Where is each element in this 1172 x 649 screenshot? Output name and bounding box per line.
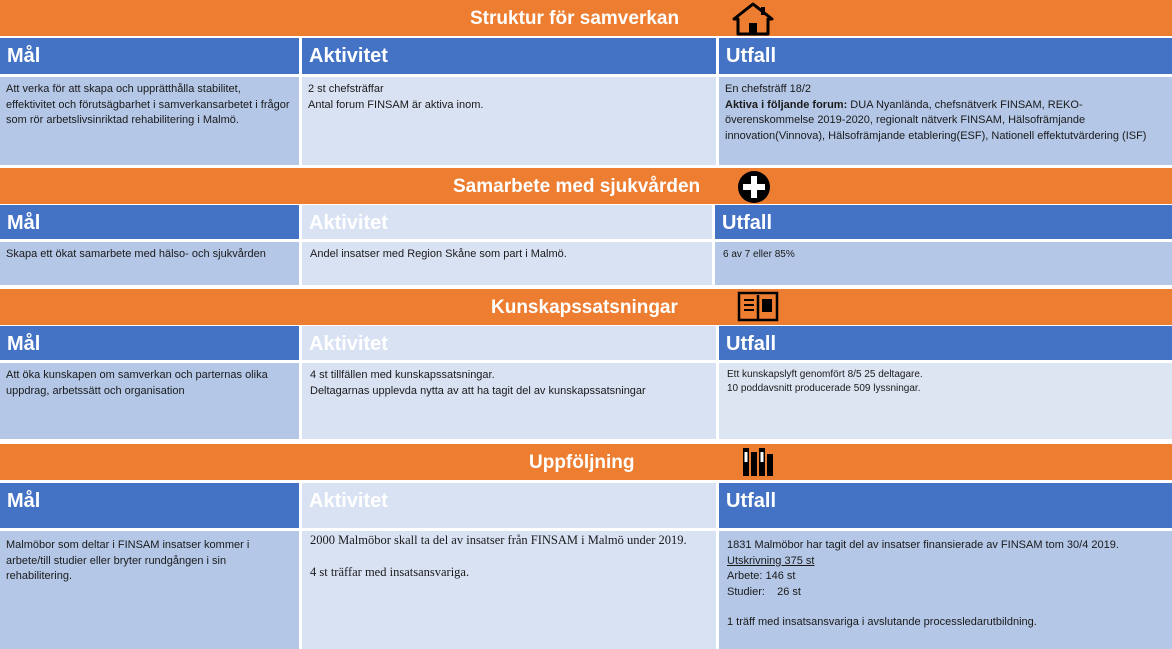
utfall-line: Utskrivning 375 st: [727, 554, 815, 567]
utfall-line: Ett kunskapslyft genomfört 8/5 25 deltagare.: [727, 369, 923, 380]
header-utfall: Utfall: [719, 483, 1172, 528]
header-mal: Mål: [0, 326, 299, 360]
spacer: [310, 548, 710, 564]
cell-mal: [0, 77, 299, 165]
cell-aktivitet: [302, 531, 716, 649]
section-title: Struktur för samverkan: [470, 8, 680, 29]
cell-mal: [0, 363, 299, 439]
utfall-line: 6 av 7 eller 85%: [723, 249, 795, 260]
utfall-line: 10 poddavsnitt producerade 509 lyssningar.: [727, 383, 921, 394]
utfall-rest: DUA Nyanlända, chefsnätverk FINSAM, REKO-överenskommelse 2019-2020, regionalt nätverk FINSAM, Hälsofrämjande innovation(Vinnova), Hälsofrämjande etablering(ESF), Nationell effektutvärdering (ISF): [725, 98, 1147, 142]
plus-circle-icon: [735, 169, 773, 205]
utfall-line: 1831 Malmöbor har tagit del av insatser finansierade av FINSAM tom 30/4 2019.: [727, 539, 1119, 551]
section-title: Kunskapssatsningar: [491, 297, 678, 318]
section-bar-struktur: [0, 0, 1172, 36]
cell-utfall: [719, 363, 1172, 439]
header-utfall: Utfall: [719, 326, 1172, 360]
header-mal: Mål: [0, 483, 299, 528]
aktivitet-line: 4 st träffar med insatsansvariga.: [310, 565, 470, 579]
mal-text: Att verka för att skapa och upprätthålla stabilitet, effektivitet och förutsägbarhet i samverkansarbetet i frågor som rör arbetslivsinriktad rehabilitering i Malmö.: [6, 83, 290, 126]
mal-text: Att öka kunskapen om samverkan och parternas olika uppdrag, arbetssätt och organisation: [6, 369, 268, 397]
header-aktivitet: Aktivitet: [302, 38, 716, 74]
header-aktivitet: Aktivitet: [302, 483, 716, 528]
cell-utfall: [719, 77, 1172, 165]
utfall-line: 1 träff med insatsansvariga i avslutande processledarutbildning.: [727, 616, 1037, 628]
section-title: Uppföljning: [529, 452, 635, 473]
utfall-line: Arbete: 146 st: [727, 570, 796, 582]
mal-text: Malmöbor som deltar i FINSAM insatser kommer i arbete/till studier eller bryter rundgången i sin rehabilitering.: [6, 539, 250, 582]
binders-icon: [741, 446, 775, 478]
header-mal: Mål: [0, 38, 299, 74]
cell-mal: [0, 242, 299, 285]
utfall-forum: [725, 98, 1152, 145]
header-aktivitet: Aktivitet: [302, 326, 716, 360]
book-icon: [737, 291, 779, 323]
cell-aktivitet: [302, 363, 716, 439]
aktivitet-line: Deltagarnas upplevda nytta av att ha tagit del av kunskapssatsningar: [310, 384, 646, 397]
utfall-line: Studier: 26 st: [727, 585, 801, 598]
utfall-bold: Aktiva i följande forum:: [725, 98, 848, 111]
cell-mal: [0, 531, 299, 649]
mal-text: Skapa ett ökat samarbete med hälso- och sjukvården: [6, 248, 266, 260]
aktivitet-line: 2 st chefsträffar: [308, 83, 384, 95]
aktivitet-line: Andel insatser med Region Skåne som part i Malmö.: [310, 248, 567, 260]
header-utfall: Utfall: [719, 38, 1172, 74]
aktivitet-line: 4 st tillfällen med kunskapssatsningar.: [310, 369, 495, 381]
section-bar-kunskap: [0, 289, 1172, 325]
section-title: Samarbete med sjukvården: [453, 176, 701, 197]
header-aktivitet: Aktivitet: [302, 205, 712, 239]
utfall-line: En chefsträff 18/2: [725, 83, 812, 95]
cell-utfall: [715, 242, 1172, 285]
spacer: [727, 600, 1166, 615]
aktivitet-line: 2000 Malmöbor skall ta del av insatser från FINSAM i Malmö under 2019.: [310, 533, 687, 547]
header-mal: Mål: [0, 205, 299, 239]
aktivitet-line: Antal forum FINSAM är aktiva inom.: [308, 98, 484, 111]
cell-aktivitet: [302, 77, 716, 165]
cell-aktivitet: [302, 242, 712, 285]
section-bar-sjukvarden: [0, 168, 1172, 204]
section-bar-uppfoljning: [0, 444, 1172, 480]
home-icon: [731, 2, 775, 36]
header-utfall: Utfall: [715, 205, 1172, 239]
cell-utfall: [719, 531, 1172, 649]
